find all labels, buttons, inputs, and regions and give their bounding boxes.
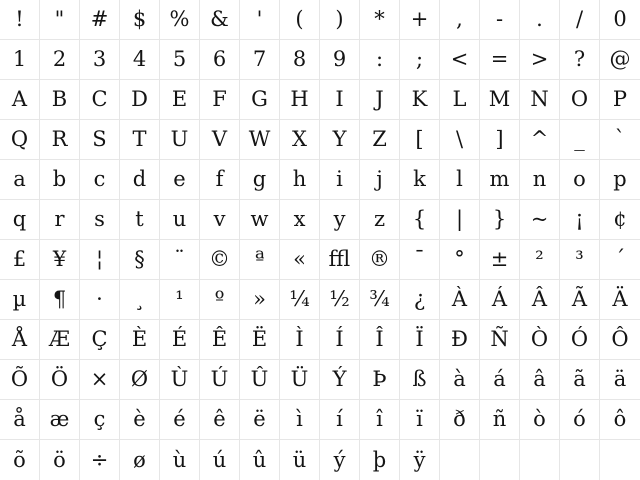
glyph-cell[interactable]: v: [200, 200, 240, 240]
glyph-cell[interactable]: Ù: [160, 360, 200, 400]
glyph-cell[interactable]: W: [240, 120, 280, 160]
glyph-cell[interactable]: ;: [400, 40, 440, 80]
glyph-cell[interactable]: Û: [240, 360, 280, 400]
glyph-cell[interactable]: ê: [200, 400, 240, 440]
glyph-cell[interactable]: ": [40, 0, 80, 40]
glyph-cell[interactable]: Ú: [200, 360, 240, 400]
glyph-cell[interactable]: g: [240, 160, 280, 200]
glyph-cell[interactable]: h: [280, 160, 320, 200]
glyph-cell[interactable]: £: [0, 240, 40, 280]
glyph-cell[interactable]: f: [200, 160, 240, 200]
glyph-cell[interactable]: 8: [280, 40, 320, 80]
glyph-cell[interactable]: @: [600, 40, 640, 80]
glyph-cell[interactable]: µ: [0, 280, 40, 320]
glyph-cell[interactable]: ï: [400, 400, 440, 440]
glyph-cell[interactable]: X: [280, 120, 320, 160]
glyph-cell[interactable]: +: [400, 0, 440, 40]
glyph-cell[interactable]: ×: [80, 360, 120, 400]
glyph-cell[interactable]: ?: [560, 40, 600, 80]
glyph-cell[interactable]: 7: [240, 40, 280, 80]
glyph-cell[interactable]: ²: [520, 240, 560, 280]
glyph-cell[interactable]: 3: [80, 40, 120, 80]
glyph-cell[interactable]: î: [360, 400, 400, 440]
glyph-cell[interactable]: =: [480, 40, 520, 80]
glyph-cell[interactable]: ffl: [320, 240, 360, 280]
glyph-cell[interactable]: ð: [440, 400, 480, 440]
glyph-cell[interactable]: ]: [480, 120, 520, 160]
glyph-cell[interactable]: i: [320, 160, 360, 200]
glyph-cell[interactable]: Ë: [240, 320, 280, 360]
glyph-cell[interactable]: ¶: [40, 280, 80, 320]
glyph-cell[interactable]: ü: [280, 440, 320, 480]
glyph-cell[interactable]: I: [320, 80, 360, 120]
glyph-cell[interactable]: ¼: [280, 280, 320, 320]
glyph-cell-empty: [560, 440, 600, 480]
glyph-cell[interactable]: Ï: [400, 320, 440, 360]
glyph-cell[interactable]: Q: [0, 120, 40, 160]
glyph-cell[interactable]: }: [480, 200, 520, 240]
glyph-cell[interactable]: Ñ: [480, 320, 520, 360]
glyph-cell[interactable]: |: [440, 200, 480, 240]
glyph-cell[interactable]: C: [80, 80, 120, 120]
glyph-cell[interactable]: ©: [200, 240, 240, 280]
glyph-cell[interactable]: ¡: [560, 200, 600, 240]
glyph-cell[interactable]: ·: [80, 280, 120, 320]
glyph-cell[interactable]: r: [40, 200, 80, 240]
glyph-cell[interactable]: &: [200, 0, 240, 40]
glyph-cell[interactable]: þ: [360, 440, 400, 480]
glyph-cell-empty: [600, 440, 640, 480]
glyph-cell[interactable]: J: [360, 80, 400, 120]
glyph-cell[interactable]: R: [40, 120, 80, 160]
glyph-cell[interactable]: E: [160, 80, 200, 120]
glyph-cell[interactable]: Ø: [120, 360, 160, 400]
glyph-cell[interactable]: û: [240, 440, 280, 480]
glyph-cell[interactable]: \: [440, 120, 480, 160]
glyph-cell[interactable]: L: [440, 80, 480, 120]
glyph-cell[interactable]: ¿: [400, 280, 440, 320]
glyph-cell[interactable]: ¢: [600, 200, 640, 240]
glyph-cell[interactable]: H: [280, 80, 320, 120]
glyph-cell[interactable]: 2: [40, 40, 80, 80]
glyph-cell[interactable]: ª: [240, 240, 280, 280]
glyph-cell[interactable]: u: [160, 200, 200, 240]
glyph-cell[interactable]: F: [200, 80, 240, 120]
glyph-cell[interactable]: S: [80, 120, 120, 160]
glyph-cell[interactable]: Ý: [320, 360, 360, 400]
glyph-cell[interactable]: ³: [560, 240, 600, 280]
glyph-cell[interactable]: !: [0, 0, 40, 40]
glyph-cell[interactable]: D: [120, 80, 160, 120]
glyph-cell[interactable]: ¥: [40, 240, 80, 280]
glyph-cell[interactable]: {: [400, 200, 440, 240]
glyph-cell[interactable]: ç: [80, 400, 120, 440]
glyph-cell[interactable]: w: [240, 200, 280, 240]
glyph-cell[interactable]: 4: [120, 40, 160, 80]
glyph-cell[interactable]: °: [440, 240, 480, 280]
glyph-cell[interactable]: ý: [320, 440, 360, 480]
glyph-cell[interactable]: s: [80, 200, 120, 240]
glyph-cell[interactable]: o: [560, 160, 600, 200]
glyph-cell[interactable]: Æ: [40, 320, 80, 360]
glyph-cell[interactable]: 6: [200, 40, 240, 80]
glyph-cell[interactable]: Þ: [360, 360, 400, 400]
glyph-cell[interactable]: é: [160, 400, 200, 440]
glyph-cell[interactable]: G: [240, 80, 280, 120]
glyph-cell[interactable]: T: [120, 120, 160, 160]
glyph-cell[interactable]: B: [40, 80, 80, 120]
glyph-cell[interactable]: æ: [40, 400, 80, 440]
glyph-cell[interactable]: å: [0, 400, 40, 440]
glyph-cell[interactable]: Z: [360, 120, 400, 160]
glyph-cell[interactable]: à: [440, 360, 480, 400]
glyph-cell[interactable]: c: [80, 160, 120, 200]
glyph-cell[interactable]: -: [480, 0, 520, 40]
glyph-cell[interactable]: 9: [320, 40, 360, 80]
glyph-cell[interactable]: Â: [520, 280, 560, 320]
glyph-cell[interactable]: /: [560, 0, 600, 40]
glyph-cell[interactable]: y: [320, 200, 360, 240]
glyph-cell[interactable]: #: [80, 0, 120, 40]
glyph-cell[interactable]: p: [600, 160, 640, 200]
glyph-cell[interactable]: Í: [320, 320, 360, 360]
glyph-cell[interactable]: 1: [0, 40, 40, 80]
glyph-cell[interactable]: b: [40, 160, 80, 200]
glyph-cell[interactable]: «: [280, 240, 320, 280]
glyph-cell[interactable]: z: [360, 200, 400, 240]
glyph-cell[interactable]: É: [160, 320, 200, 360]
glyph-cell[interactable]: n: [520, 160, 560, 200]
glyph-cell[interactable]: j: [360, 160, 400, 200]
glyph-cell[interactable]: í: [320, 400, 360, 440]
glyph-cell[interactable]: ¸: [120, 280, 160, 320]
glyph-cell[interactable]: ^: [520, 120, 560, 160]
glyph-cell[interactable]: (: [280, 0, 320, 40]
glyph-cell[interactable]: ß: [400, 360, 440, 400]
glyph-cell[interactable]: Ç: [80, 320, 120, 360]
glyph-cell[interactable]: Ê: [200, 320, 240, 360]
glyph-cell[interactable]: ù: [160, 440, 200, 480]
glyph-cell[interactable]: m: [480, 160, 520, 200]
glyph-cell[interactable]: k: [400, 160, 440, 200]
glyph-cell[interactable]: Ü: [280, 360, 320, 400]
glyph-cell[interactable]: ¨: [160, 240, 200, 280]
glyph-cell[interactable]: Ã: [560, 280, 600, 320]
glyph-cell[interactable]: ó: [560, 400, 600, 440]
glyph-cell-empty: [520, 440, 560, 480]
glyph-cell[interactable]: Ì: [280, 320, 320, 360]
glyph-cell[interactable]: x: [280, 200, 320, 240]
glyph-cell[interactable]: %: [160, 0, 200, 40]
glyph-cell[interactable]: ): [320, 0, 360, 40]
glyph-cell[interactable]: M: [480, 80, 520, 120]
glyph-cell[interactable]: O: [560, 80, 600, 120]
glyph-cell[interactable]: á: [480, 360, 520, 400]
glyph-cell[interactable]: [: [400, 120, 440, 160]
glyph-cell[interactable]: ½: [320, 280, 360, 320]
glyph-cell[interactable]: V: [200, 120, 240, 160]
glyph-cell[interactable]: ñ: [480, 400, 520, 440]
glyph-cell[interactable]: ÷: [80, 440, 120, 480]
glyph-cell[interactable]: ÿ: [400, 440, 440, 480]
glyph-cell[interactable]: §: [120, 240, 160, 280]
glyph-cell[interactable]: _: [560, 120, 600, 160]
glyph-cell[interactable]: l: [440, 160, 480, 200]
glyph-cell[interactable]: P: [600, 80, 640, 120]
glyph-cell[interactable]: .: [520, 0, 560, 40]
glyph-cell[interactable]: 5: [160, 40, 200, 80]
glyph-cell[interactable]: ë: [240, 400, 280, 440]
glyph-cell[interactable]: $: [120, 0, 160, 40]
glyph-cell[interactable]: »: [240, 280, 280, 320]
glyph-cell[interactable]: º: [200, 280, 240, 320]
glyph-cell[interactable]: È: [120, 320, 160, 360]
glyph-cell[interactable]: Å: [0, 320, 40, 360]
glyph-cell[interactable]: e: [160, 160, 200, 200]
glyph-cell[interactable]: Î: [360, 320, 400, 360]
glyph-cell[interactable]: :: [360, 40, 400, 80]
glyph-cell[interactable]: ò: [520, 400, 560, 440]
glyph-cell[interactable]: `: [600, 120, 640, 160]
glyph-cell[interactable]: ¾: [360, 280, 400, 320]
glyph-cell[interactable]: ã: [560, 360, 600, 400]
glyph-cell[interactable]: ä: [600, 360, 640, 400]
glyph-cell[interactable]: 0: [600, 0, 640, 40]
glyph-cell[interactable]: ø: [120, 440, 160, 480]
glyph-cell[interactable]: t: [120, 200, 160, 240]
glyph-cell[interactable]: ô: [600, 400, 640, 440]
glyph-cell[interactable]: U: [160, 120, 200, 160]
glyph-cell[interactable]: â: [520, 360, 560, 400]
glyph-cell-empty: [440, 440, 480, 480]
glyph-cell[interactable]: õ: [0, 440, 40, 480]
glyph-cell[interactable]: è: [120, 400, 160, 440]
glyph-cell[interactable]: Õ: [0, 360, 40, 400]
glyph-cell[interactable]: d: [120, 160, 160, 200]
glyph-cell[interactable]: >: [520, 40, 560, 80]
glyph-cell[interactable]: Ö: [40, 360, 80, 400]
glyph-cell[interactable]: Ô: [600, 320, 640, 360]
glyph-cell[interactable]: ¯: [400, 240, 440, 280]
glyph-cell[interactable]: ~: [520, 200, 560, 240]
glyph-cell[interactable]: ö: [40, 440, 80, 480]
glyph-cell[interactable]: ®: [360, 240, 400, 280]
glyph-cell[interactable]: À: [440, 280, 480, 320]
glyph-cell[interactable]: ì: [280, 400, 320, 440]
glyph-cell[interactable]: <: [440, 40, 480, 80]
glyph-cell[interactable]: Ó: [560, 320, 600, 360]
glyph-cell[interactable]: a: [0, 160, 40, 200]
glyph-cell[interactable]: Ò: [520, 320, 560, 360]
glyph-cell[interactable]: q: [0, 200, 40, 240]
glyph-cell[interactable]: ,: [440, 0, 480, 40]
glyph-cell[interactable]: Ä: [600, 280, 640, 320]
glyph-cell[interactable]: N: [520, 80, 560, 120]
glyph-cell[interactable]: ±: [480, 240, 520, 280]
glyph-cell-empty: [480, 440, 520, 480]
glyph-cell[interactable]: Ð: [440, 320, 480, 360]
glyph-cell[interactable]: ú: [200, 440, 240, 480]
glyph-cell[interactable]: Y: [320, 120, 360, 160]
glyph-cell[interactable]: ¹: [160, 280, 200, 320]
glyph-cell[interactable]: ¦: [80, 240, 120, 280]
glyph-cell[interactable]: ': [240, 0, 280, 40]
glyph-cell[interactable]: A: [0, 80, 40, 120]
glyph-cell[interactable]: K: [400, 80, 440, 120]
glyph-cell[interactable]: Á: [480, 280, 520, 320]
glyph-cell[interactable]: *: [360, 0, 400, 40]
glyph-cell[interactable]: ´: [600, 240, 640, 280]
